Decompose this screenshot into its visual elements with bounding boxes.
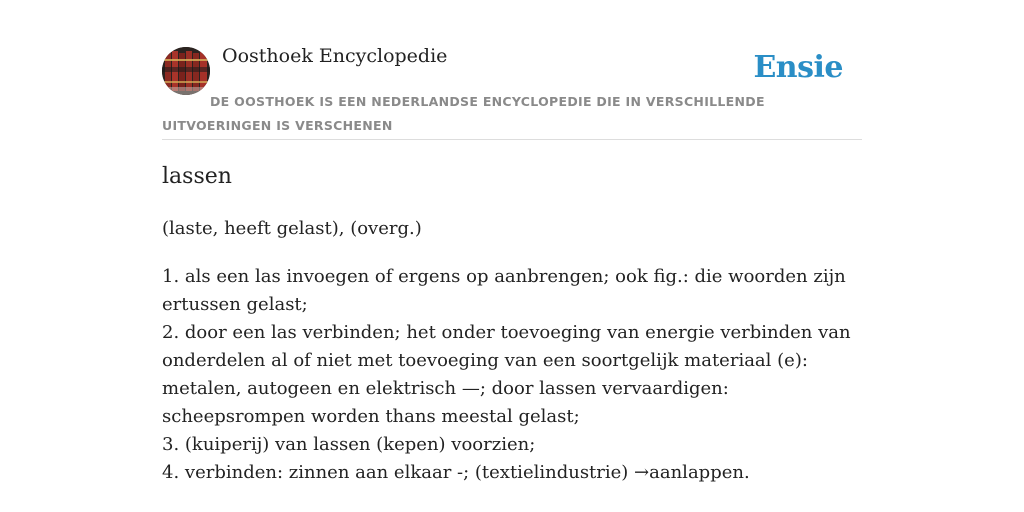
site-title[interactable]: Oosthoek Encyclopedie — [222, 45, 448, 67]
definition-item: 3. (kuiperij) van lassen (kepen) voorzien; — [162, 434, 536, 455]
books-icon[interactable] — [162, 47, 210, 95]
definition-item: 4. verbinden: zinnen aan elkaar -; (textielindustrie) →aanlappen. — [162, 462, 750, 483]
entry-title: lassen — [162, 164, 232, 189]
entry-grammar: (laste, heeft gelast), (overg.) — [162, 218, 422, 239]
site-header — [162, 0, 862, 140]
site-tagline: DE OOSTHOEK IS EEN NEDERLANDSE ENCYCLOPEDIE DIE IN VERSCHILLENDE UITVOERINGEN IS VERSCHENEN — [162, 94, 765, 133]
brand-logo[interactable]: Ensie — [753, 50, 843, 85]
definition-item: 1. als een las invoegen of ergens op aanbrengen; ook fig.: die woorden zijn ertussen gelast; — [162, 266, 846, 315]
definition-item: 2. door een las verbinden; het onder toevoeging van energie verbinden van onderdelen al of niet met toevoeging van een soortgelijk materiaal (e): metalen, autogeen en elektrisch —; door lassen vervaardigen: scheepsrompen worden thans meestal gelast; — [162, 322, 851, 427]
page — [162, 0, 862, 483]
definition-list — [162, 263, 862, 487]
